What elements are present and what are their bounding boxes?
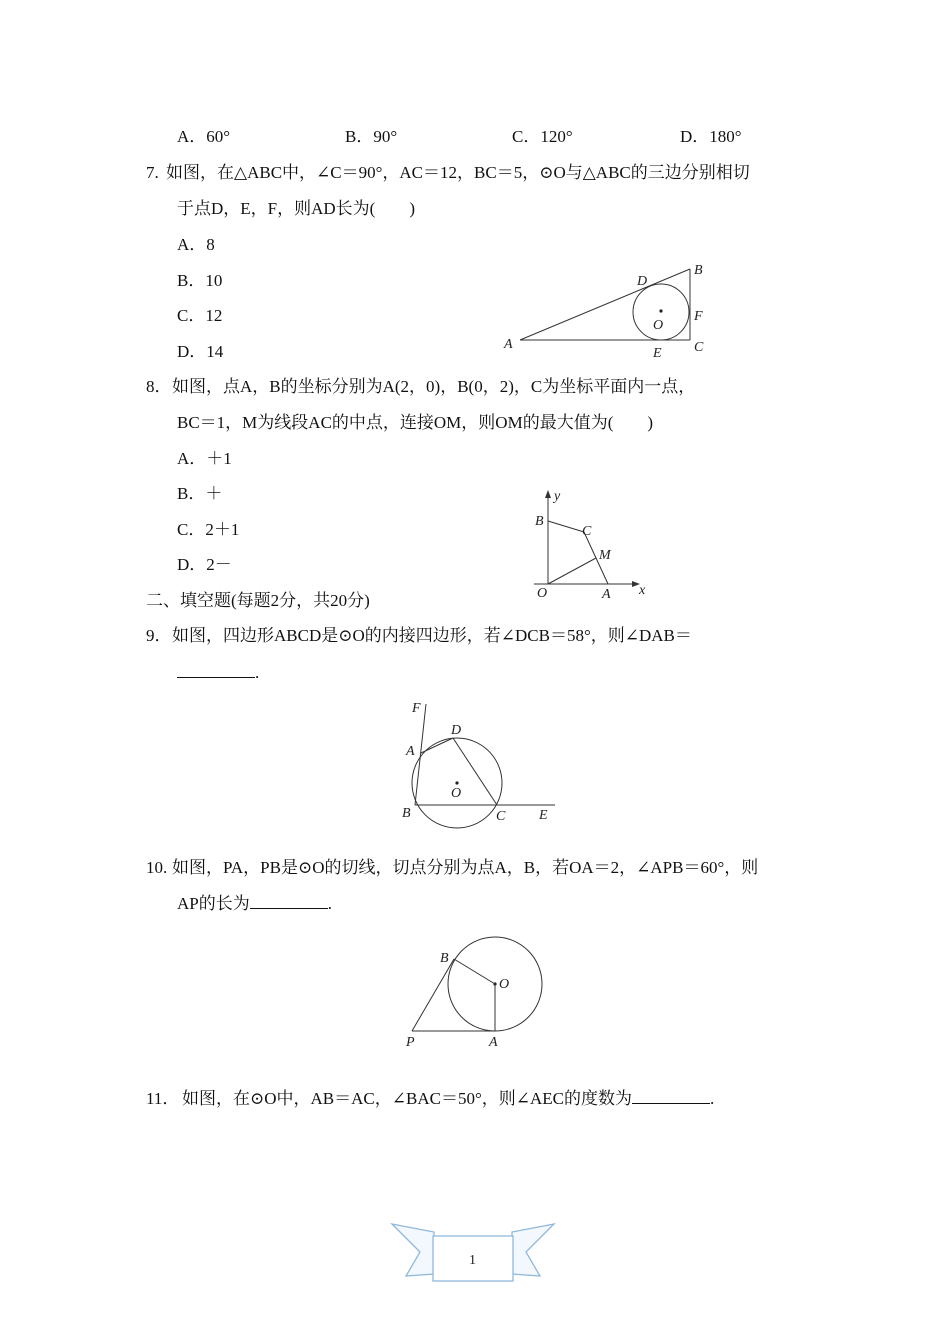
q8-y-arrow — [545, 490, 551, 498]
q8-option-c: C．2＋1 — [177, 520, 240, 539]
q7-label-c: C — [694, 340, 704, 355]
q11-tail: . — [710, 1089, 715, 1108]
q10-radius-ob — [454, 959, 495, 984]
q11-stem: 如图，在⊙O中，AB＝AC，∠BAC＝50°，则∠AEC的度数为 — [182, 1089, 632, 1108]
q7-label-o: O — [653, 318, 664, 333]
q6-option-a: A．60° — [177, 127, 231, 146]
q8-number: 8． — [146, 377, 172, 396]
q8-option-d: D．2－ — [177, 555, 232, 574]
q9-answer-blank[interactable] — [177, 663, 255, 678]
q9-stem: 如图，四边形ABCD是⊙O的内接四边形，若∠DCB＝58°，则∠DAB＝ — [172, 626, 692, 645]
q7-option-a: A．8 — [177, 235, 215, 254]
q9-figure — [395, 698, 565, 828]
q6-option-b: B．90° — [345, 127, 398, 146]
q9-label-c: C — [496, 809, 506, 824]
q10-number: 10. — [146, 858, 168, 877]
q11-number: 11． — [146, 1089, 180, 1108]
q8-label-o: O — [537, 586, 548, 601]
q9-label-a: A — [406, 744, 415, 759]
q10-label-p: P — [406, 1035, 415, 1050]
ribbon-right-tail — [512, 1224, 554, 1276]
q8-label-c: C — [582, 524, 592, 539]
q8-label-y: y — [554, 489, 561, 504]
q7-label-e: E — [653, 346, 662, 361]
q10-label-a: A — [489, 1035, 498, 1050]
q8-label-b: B — [535, 514, 544, 529]
q9-answer-line — [177, 662, 259, 684]
q10-stem-line2 — [177, 893, 332, 915]
q7-label-a: A — [504, 337, 513, 352]
footer-ribbon — [390, 1218, 556, 1286]
q9-tail: . — [255, 663, 260, 682]
q9-label-d: D — [451, 723, 462, 738]
q7-side-ab — [520, 269, 690, 340]
q6-option-c: C．120° — [512, 127, 573, 146]
q7-center-dot — [659, 309, 662, 312]
q7-label-f: F — [694, 309, 703, 324]
q10-answer-blank[interactable] — [250, 894, 328, 909]
q9-line-bf — [415, 704, 426, 805]
q8-label-a: A — [602, 587, 611, 602]
page-number: 1 — [469, 1253, 476, 1268]
q10-stem-text: AP的长为 — [177, 894, 250, 913]
q6-option-d: D．180° — [680, 127, 742, 146]
q7-stem-line1: 如图，在△ABC中，∠C＝90°，AC＝12，BC＝5，⊙O与△ABC的三边分别相切 — [166, 163, 750, 182]
q10-figure — [400, 932, 550, 1052]
q8-option-a: A．＋1 — [177, 449, 232, 468]
q11-stem-line — [182, 1088, 714, 1110]
q8-label-x: x — [639, 583, 646, 598]
q7-option-d: D．14 — [177, 342, 224, 361]
q8-segment-bc — [548, 521, 584, 532]
q10-tail: . — [327, 894, 332, 913]
q7-option-c: C．12 — [177, 306, 223, 325]
q9-side-ad — [421, 738, 453, 753]
q7-figure — [500, 258, 720, 363]
q7-label-b: B — [694, 263, 703, 278]
q10-tangent-pb — [412, 959, 454, 1031]
q8-stem-line2: BC＝1，M为线段AC的中点，连接OM，则OM的最大值为( ) — [177, 413, 654, 432]
section2-title: 二、填空题(每题2分，共20分) — [146, 591, 370, 610]
q8-option-b: B．＋ — [177, 484, 223, 503]
q9-center-dot — [455, 781, 458, 784]
q7-stem-line2: 于点D，E，F，则AD长为( ) — [177, 199, 415, 218]
q9-label-e: E — [539, 808, 548, 823]
q9-number: 9． — [146, 626, 172, 645]
q7-label-d: D — [637, 274, 648, 289]
q8-figure — [530, 486, 655, 604]
q8-stem-line1: 如图，点A，B的坐标分别为A(2，0)，B(0，2)，C为坐标平面内一点， — [172, 377, 696, 396]
q10-label-b: B — [440, 951, 449, 966]
q8-label-m: M — [599, 548, 611, 563]
q11-answer-blank[interactable] — [632, 1089, 710, 1104]
q10-label-o: O — [499, 977, 510, 992]
ribbon-left-tail — [392, 1224, 434, 1276]
q9-label-b: B — [402, 806, 411, 821]
q7-number: 7. — [146, 163, 159, 182]
q10-stem-line1: 如图，PA，PB是⊙O的切线，切点分别为点A，B，若OA＝2，∠APB＝60°，则 — [172, 858, 759, 877]
q8-segment-om — [548, 558, 596, 584]
q7-option-b: B．10 — [177, 271, 223, 290]
q9-label-f: F — [412, 701, 421, 716]
q9-label-o: O — [451, 786, 462, 801]
